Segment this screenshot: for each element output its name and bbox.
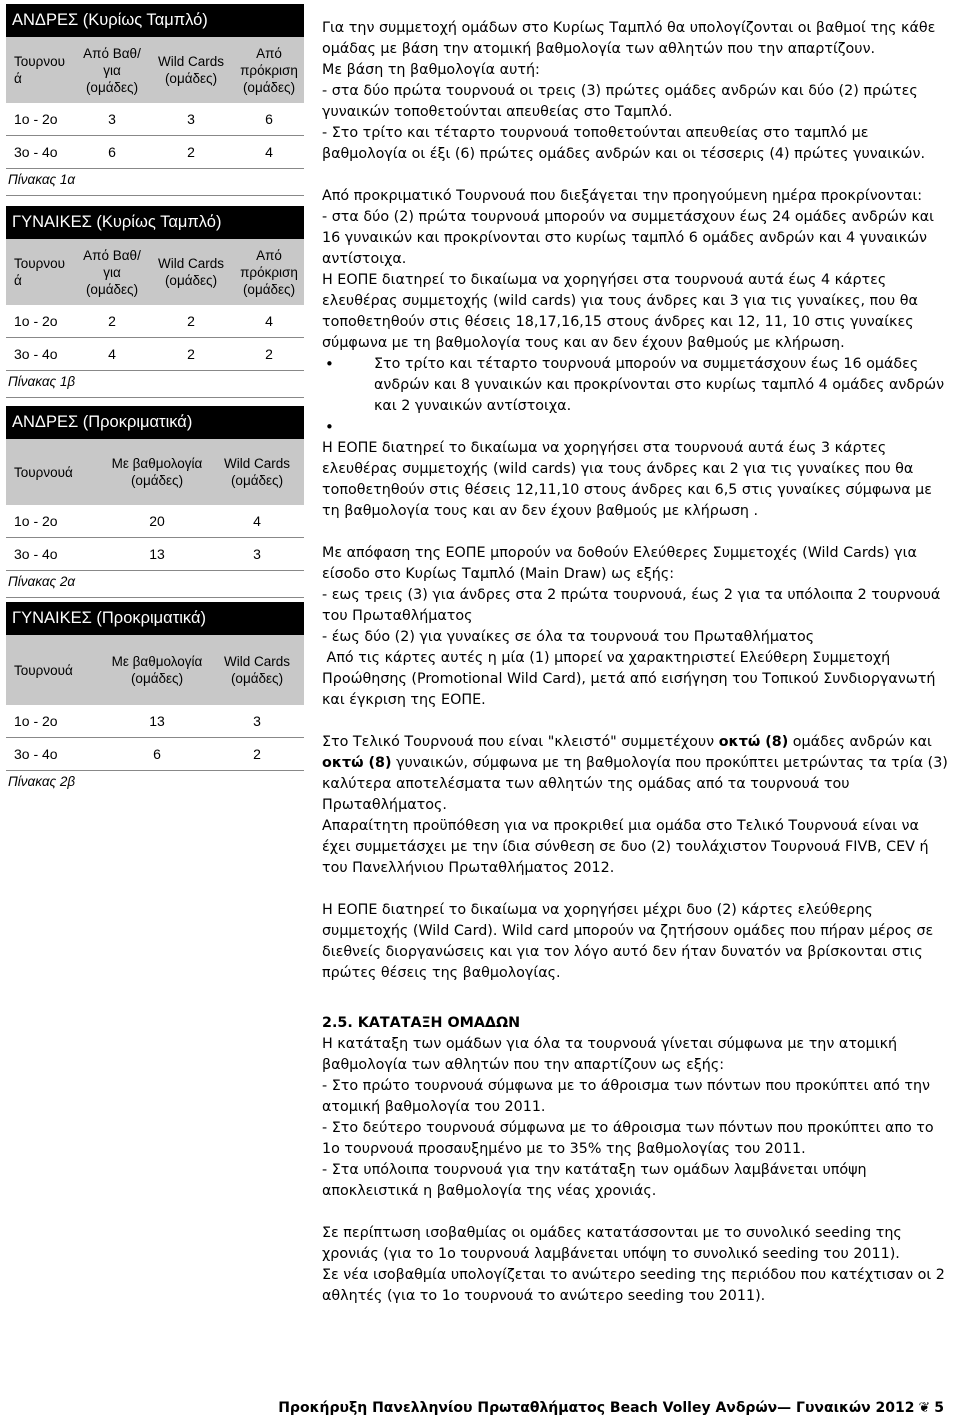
table-cell: 6 [265, 111, 273, 127]
column-header: Wild Cards (ομάδες) [148, 239, 234, 305]
paragraph: Από τις κάρτες αυτές η μία (1) μπορεί να χαρακτηριστεί Ελεύθερη Συμμετοχή Προώθησης (Promotional Wild Card), μετά από εισήγηση του Τοπικού Συνδιοργανωτή και έγκριση της ΕΟΠΕ. [322, 650, 940, 708]
table-cell: 2 [187, 346, 195, 362]
column-header: Wild Cards (ομάδες) [148, 37, 234, 103]
column-header: Τουρνουά [6, 439, 104, 505]
footer-text: Προκήρυξη Πανελληνίου Πρωταθλήματος Beach Volley Ανδρών— Γυναικών 2012 [278, 1400, 915, 1416]
table-cell: 2 [108, 313, 116, 329]
table-row [6, 136, 304, 169]
table-row [6, 738, 304, 771]
paragraph: Η ΕΟΠΕ διατηρεί το δικαίωμα να χορηγήσει στα τουρνουά αυτά έως 3 κάρτες ελευθέρας συμμετοχής (wild cards) για τους άνδρες και 2 για τις γυναίκες που θα τοποθετηθούν στις θέσεις 12,11,10 στους άνδρες και 6,5 στις γυναίκες σύμφωνα με τη βαθμολογία τους και αν δεν έχουν βαθμούς με κλήρωση . [322, 440, 932, 519]
table-cell: 3 [108, 111, 116, 127]
paragraph: Σε νέα ισοβαθμία υπολογίζεται το ανώτερο seeding της περιόδου που κατέχτισαν οι 2 αθλητές (για το 1ο τουρνουά το ανώτερο seeding του 2011). [322, 1267, 945, 1304]
page-footer [278, 1400, 944, 1416]
table-men-qualification [6, 406, 304, 598]
paragraph: Η ΕΟΠΕ διατηρεί το δικαίωμα να χορηγήσει μέχρι δυο (2) κάρτες ελεύθερης συμμετοχής (Wild Card). Wild card μπορούν να ζητήσουν ομάδες που πήραν μέρος σε διεθνείς διοργανώσεις και για τον λόγο αυτό δεν ήταν δυνατόν να βρίσκονται στις πρώτες θέσεις της βαθμολογίας. [322, 902, 934, 981]
table-cell: 13 [149, 713, 165, 729]
table-cell: 1ο - 2ο [14, 513, 58, 529]
paragraph: - εως τρεις (3) για άνδρες στα 2 πρώτα τουρνουά, έως 2 για τα υπόλοιπα 2 τουρνουά του Πρωταθλήματος [322, 587, 941, 624]
table-caption: Πίνακας 2β [8, 774, 76, 789]
table-caption: Πίνακας 2α [6, 571, 304, 598]
table-row [6, 305, 304, 338]
table-cell: 2 [187, 144, 195, 160]
data-table [6, 239, 304, 371]
paragraph: - Στο πρώτο τουρνουά σύμφωνα με το άθροισμα των πόντων που προκύπτει από την ατομική βαθμολογία του 2011. [322, 1078, 931, 1115]
column-header: Με βαθμολογία (ομάδες) [104, 439, 210, 505]
table-cell: 13 [149, 546, 165, 562]
table-title: ΑΝΔΡΕΣ (Προκριματικά) [6, 406, 304, 439]
table-cell: 4 [253, 513, 261, 529]
table-cell: 4 [108, 346, 116, 362]
paragraph: - στα δύο (2) πρώτα τουρνουά μπορούν να συμμετάσχουν έως 24 ομάδες ανδρών και 16 γυναικών και προκρίνονται στο κυρίως ταμπλό 6 ομάδες ανδρών και 4 γυναικών αντίστοιχα. [322, 209, 935, 267]
table-row [6, 705, 304, 738]
list-item [322, 417, 950, 438]
table-cell: 3 [253, 713, 261, 729]
paragraph: - Στο δεύτερο τουρνουά σύμφωνα με το άθροισμα των πόντων που προκύπτει απο το 1ο τουρνουά προσαυξημένο με το 35% της βαθμολογίας του 2011. [322, 1120, 934, 1157]
text-run: ομάδες ανδρών και [788, 734, 932, 750]
table-cell: 1ο - 2ο [14, 111, 58, 127]
table-cell: 3 [187, 111, 195, 127]
table-cell: 2 [187, 313, 195, 329]
paragraph: - Στα υπόλοιπα τουρνουά για την κατάταξη των ομάδων λαμβάνεται υπόψη αποκλειστικά η βαθμολογία της νέας χρονιάς. [322, 1162, 867, 1199]
table-cell: 2 [265, 346, 273, 362]
paragraph: Η ΕΟΠΕ διατηρεί το δικαίωμα να χορηγήσει στα τουρνουά αυτά έως 4 κάρτες ελευθέρας συμμετοχής (wild cards) για τους άνδρες και 3 για τις γυναίκες, που θα τοποθετηθούν στις θέσεις 18,17,16,15 στους άνδρες και 12, 11, 10 στις γυναίκες σύμφωνα με τη βαθμολογία τους και αν δεν έχουν βαθμούς με κλήρωση. [322, 272, 918, 351]
text-run: γυναικών, σύμφωνα με τη βαθμολογία που προκύπτει μετρώντας τα τρία (3) καλύτερα αποτελέσματα των αθλητών της ομάδας από τα τουρνουά του Πρωταθλήματος. [322, 755, 948, 813]
paragraph: Για την συμμετοχή ομάδων στο Κυρίως Ταμπλό θα υπολογίζονται οι βαθμοί της κάθε ομάδας με βάση την ατομική βαθμολογία των αθλητών που την απαρτίζουν. [322, 20, 936, 57]
table-row [6, 338, 304, 371]
table-cell: 1ο - 2ο [14, 713, 58, 729]
column-header: Με βαθμολογία (ομάδες) [104, 635, 210, 705]
data-table [6, 635, 304, 771]
paragraph: Με βάση τη βαθμολογία αυτή: [322, 62, 540, 78]
paragraph: - Στο τρίτο και τέταρτο τουρνουά τοποθετούνται απευθείας στο ταμπλό με βαθμολογία οι έξι (6) πρώτες ομάδες ανδρών και οι τέσσερις (4) πρώτες γυναικών. [322, 125, 925, 162]
page-number: 5 [934, 1400, 944, 1416]
table-caption: Πίνακας 1α [6, 169, 304, 196]
body-text-column [322, 18, 950, 1307]
table-cell: 4 [265, 144, 273, 160]
table-row [6, 505, 304, 538]
paragraph: - έως δύο (2) για γυναίκες σε όλα τα τουρνουά του Πρωταθλήματος [322, 629, 815, 645]
table-title: ΑΝΔΡΕΣ (Κυρίως Ταμπλό) [6, 4, 304, 37]
paragraph [322, 732, 950, 816]
table-cell: 3ο - 4ο [14, 346, 58, 362]
table-row [6, 538, 304, 571]
paragraph: Με απόφαση της ΕΟΠΕ μπορούν να δοθούν Ελεύθερες Συμμετοχές (Wild Cards) για είσοδο στο Κυρίως Ταμπλό (Main Draw) ως εξής: [322, 545, 917, 582]
bullet-list [322, 354, 950, 438]
table-cell: 3 [253, 546, 261, 562]
table-men-main-draw [6, 4, 304, 196]
column-header: Wild Cards (ομάδες) [210, 635, 304, 705]
column-header: Τουρνου ά [6, 239, 76, 305]
column-header: Τουρνουά [6, 635, 104, 705]
table-cell: 6 [153, 746, 161, 762]
leaf-icon: ❦ [918, 1400, 931, 1416]
data-table [6, 439, 304, 571]
data-table [6, 37, 304, 169]
paragraph: Από προκριματικό Τουρνουά που διεξάγεται την προηγούμενη ημέρα προκρίνονται: [322, 188, 923, 204]
column-header: Τουρνου ά [6, 37, 76, 103]
section-heading: 2.5. ΚΑΤΑΤΑΞΗ ΟΜΑΔΩΝ [322, 1015, 521, 1031]
table-cell: 3ο - 4ο [14, 546, 58, 562]
column-header: Wild Cards (ομάδες) [210, 439, 304, 505]
table-cell: 3ο - 4ο [14, 746, 58, 762]
column-header: Από Βαθ/ για (ομάδες) [76, 37, 148, 103]
table-cell: 1ο - 2ο [14, 313, 58, 329]
column-header: Από πρόκριση (ομάδες) [234, 37, 304, 103]
table-cell: 3ο - 4ο [14, 144, 58, 160]
table-women-main-draw [6, 206, 304, 398]
table-cell: 4 [265, 313, 273, 329]
table-title: ΓΥΝΑΙΚΕΣ (Προκριματικά) [6, 602, 304, 635]
table-title: ΓΥΝΑΙΚΕΣ (Κυρίως Ταμπλό) [6, 206, 304, 239]
paragraph: - στα δύο πρώτα τουρνουά οι τρεις (3) πρώτες ομάδες ανδρών και δύο (2) πρώτες γυναικών τοποθετούνται απευθείας στο Ταμπλό. [322, 83, 918, 120]
table-row [6, 103, 304, 136]
table-cell: 2 [253, 746, 261, 762]
column-header: Από Βαθ/ για (ομάδες) [76, 239, 148, 305]
tables-column [6, 4, 304, 797]
table-cell: 6 [108, 144, 116, 160]
table-cell: 20 [149, 513, 165, 529]
paragraph: Σε περίπτωση ισοβαθμίας οι ομάδες κατατάσσονται με το συνολικό seeding της χρονιάς (για το 1ο τουρνουά λαμβάνεται υπόψη το συνολικό seeding του 2011). [322, 1225, 902, 1262]
bold-text: οκτώ (8) [322, 755, 392, 771]
text-run: Στο Τελικό Τουρνουά που είναι "κλειστό" συμμετέχουν [322, 734, 719, 750]
table-caption: Πίνακας 1β [6, 371, 304, 398]
table-women-qualification [6, 602, 304, 797]
list-item: • Στο τρίτο και τέταρτο τουρνουά μπορούν να συμμετάσχουν έως 16 ομάδες ανδρών και 8 γυναικών και προκρίνονται στο κυρίως ταμπλό 4 ομάδες ανδρών και 2 γυναικών αντίστοιχα. [322, 354, 950, 417]
paragraph: Απαραίτητη προϋπόθεση για να προκριθεί μια ομάδα στο Τελικό Τουρνουά είναι να έχει συμμετάσχει με την ίδια σύνθεση σε δυο (2) τουλάχιστον Τουρνουά FIVB, CEV ή του Πανελλήνιου Πρωταθλήματος 2012. [322, 818, 929, 876]
bold-text: οκτώ (8) [718, 734, 789, 750]
paragraph: Η κατάταξη των ομάδων για όλα τα τουρνουά γίνεται σύμφωνα με την ατομική βαθμολογία των αθλητών που την απαρτίζουν ως εξής: [322, 1036, 898, 1073]
column-header: Από πρόκριση (ομάδες) [234, 239, 304, 305]
